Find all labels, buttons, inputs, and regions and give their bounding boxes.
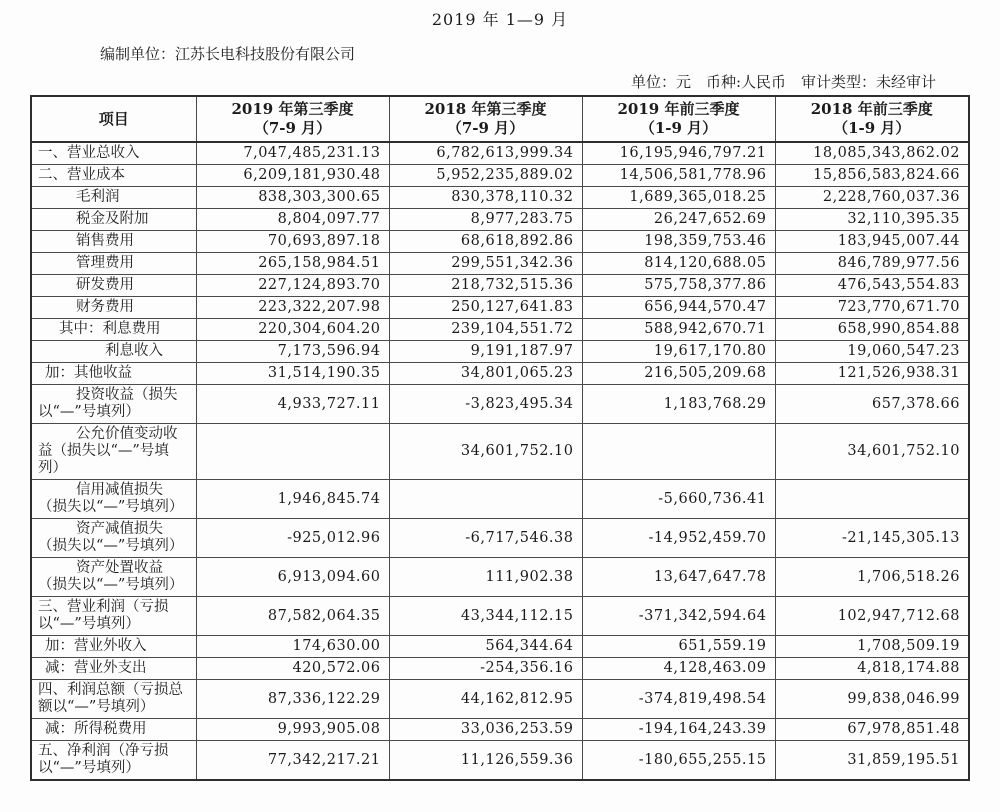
cell-value: 2,228,760,037.36 [775, 187, 969, 209]
row-label: 资产减值损失（损失以“—”号填列） [31, 519, 196, 558]
cell-value: -254,356.16 [389, 658, 582, 680]
cell-value: -374,819,498.54 [582, 680, 775, 719]
table-body [31, 142, 969, 780]
table-row [31, 680, 969, 719]
cell-value: -6,717,546.38 [389, 519, 582, 558]
table-row [31, 319, 969, 341]
table-row [31, 597, 969, 636]
cell-value: 223,322,207.98 [196, 297, 389, 319]
table-row [31, 741, 969, 781]
cell-value: 220,304,604.20 [196, 319, 389, 341]
table-header [31, 96, 969, 142]
column-header-label: 项目 [98, 109, 129, 128]
cell-value: 723,770,671.70 [775, 297, 969, 319]
cell-value: 1,183,768.29 [582, 385, 775, 424]
cell-value: 70,693,897.18 [196, 231, 389, 253]
unit-currency-audit-line: 单位：元 币种:人民币 审计类型：未经审计 [630, 73, 936, 91]
cell-value: 564,344.64 [389, 636, 582, 658]
cell-value [582, 424, 775, 480]
column-header-2 [389, 96, 582, 142]
row-label: 加：其他收益 [31, 363, 196, 385]
cell-value: 1,706,518.26 [775, 558, 969, 597]
row-label: 税金及附加 [31, 209, 196, 231]
table-row [31, 231, 969, 253]
cell-value: 216,505,209.68 [582, 363, 775, 385]
cell-value: 575,758,377.86 [582, 275, 775, 297]
cell-value: 6,782,613,999.34 [389, 142, 582, 165]
cell-value: 6,913,094.60 [196, 558, 389, 597]
cell-value: 67,978,851.48 [775, 719, 969, 741]
cell-value [196, 424, 389, 480]
column-header-label: 2018 年第三季度 [424, 100, 547, 118]
cell-value: 34,601,752.10 [389, 424, 582, 480]
cell-value: 44,162,812.95 [389, 680, 582, 719]
column-header-label: 2018 年前三季度 [810, 100, 933, 118]
cell-value: 11,126,559.36 [389, 741, 582, 781]
row-label: 资产处置收益（损失以“—”号填列） [31, 558, 196, 597]
cell-value: 18,085,343,862.02 [775, 142, 969, 165]
cell-value: 174,630.00 [196, 636, 389, 658]
prepared-by-line: 编制单位：江苏长电科技股份有限公司 [100, 45, 356, 63]
row-label: 减：营业外支出 [31, 658, 196, 680]
cell-value: 5,952,235,889.02 [389, 165, 582, 187]
cell-value: 9,191,187.97 [389, 341, 582, 363]
cell-value: 420,572.06 [196, 658, 389, 680]
table-row [31, 658, 969, 680]
cell-value: 34,801,065.23 [389, 363, 582, 385]
table-row [31, 719, 969, 741]
cell-value: 227,124,893.70 [196, 275, 389, 297]
table-row [31, 253, 969, 275]
cell-value: 4,128,463.09 [582, 658, 775, 680]
table-header-row [31, 96, 969, 142]
column-header-0 [31, 96, 196, 142]
column-header-4 [775, 96, 969, 142]
cell-value: 16,195,946,797.21 [582, 142, 775, 165]
cell-value: 87,336,122.29 [196, 680, 389, 719]
row-label: 财务费用 [31, 297, 196, 319]
cell-value: 9,993,905.08 [196, 719, 389, 741]
row-label: 加：营业外收入 [31, 636, 196, 658]
cell-value: 111,902.38 [389, 558, 582, 597]
income-statement-table [30, 95, 970, 781]
cell-value: 1,708,509.19 [775, 636, 969, 658]
column-header-sublabel: （7-9 月） [446, 119, 525, 137]
row-label: 二、营业成本 [31, 165, 196, 187]
cell-value: 657,378.66 [775, 385, 969, 424]
cell-value: 77,342,217.21 [196, 741, 389, 781]
table-row [31, 480, 969, 519]
table-row [31, 341, 969, 363]
row-label: 减：所得税费用 [31, 719, 196, 741]
table-row [31, 209, 969, 231]
table-row [31, 424, 969, 480]
row-label: 一、营业总收入 [31, 142, 196, 165]
table-row [31, 558, 969, 597]
cell-value: 656,944,570.47 [582, 297, 775, 319]
cell-value: 31,514,190.35 [196, 363, 389, 385]
column-header-sublabel: （1-9 月） [833, 119, 911, 137]
cell-value: 99,838,046.99 [775, 680, 969, 719]
cell-value: 26,247,652.69 [582, 209, 775, 231]
cell-value: 31,859,195.51 [775, 741, 969, 781]
cell-value: 8,804,097.77 [196, 209, 389, 231]
cell-value: 830,378,110.32 [389, 187, 582, 209]
cell-value: 7,047,485,231.13 [196, 142, 389, 165]
cell-value: 4,818,174.88 [775, 658, 969, 680]
cell-value: 32,110,395.35 [775, 209, 969, 231]
cell-value: 476,543,554.83 [775, 275, 969, 297]
cell-value: 33,036,253.59 [389, 719, 582, 741]
column-header-sublabel: （7-9 月） [253, 119, 332, 137]
cell-value: 265,158,984.51 [196, 253, 389, 275]
table-row [31, 297, 969, 319]
row-label: 五、净利润（净亏损以“—”号填列） [31, 741, 196, 781]
column-header-3 [582, 96, 775, 142]
cell-value: 658,990,854.88 [775, 319, 969, 341]
table-row [31, 363, 969, 385]
cell-value: -14,952,459.70 [582, 519, 775, 558]
cell-value: 218,732,515.36 [389, 275, 582, 297]
cell-value: 299,551,342.36 [389, 253, 582, 275]
table-row [31, 385, 969, 424]
cell-value: 19,060,547.23 [775, 341, 969, 363]
cell-value: -180,655,255.15 [582, 741, 775, 781]
row-label: 管理费用 [31, 253, 196, 275]
table-row [31, 142, 969, 165]
row-label: 销售费用 [31, 231, 196, 253]
cell-value: -194,164,243.39 [582, 719, 775, 741]
cell-value [389, 480, 582, 519]
row-label: 其中：利息费用 [31, 319, 196, 341]
column-header-1 [196, 96, 389, 142]
cell-value: 198,359,753.46 [582, 231, 775, 253]
table-row [31, 275, 969, 297]
cell-value: 1,689,365,018.25 [582, 187, 775, 209]
cell-value: 814,120,688.05 [582, 253, 775, 275]
cell-value: 13,647,647.78 [582, 558, 775, 597]
cell-value: 43,344,112.15 [389, 597, 582, 636]
table-row [31, 519, 969, 558]
row-label: 研发费用 [31, 275, 196, 297]
cell-value: 14,506,581,778.96 [582, 165, 775, 187]
cell-value: 183,945,007.44 [775, 231, 969, 253]
cell-value [775, 480, 969, 519]
cell-value: 250,127,641.83 [389, 297, 582, 319]
row-label: 毛利润 [31, 187, 196, 209]
row-label: 四、利润总额（亏损总额以“—”号填列） [31, 680, 196, 719]
cell-value: 87,582,064.35 [196, 597, 389, 636]
column-header-label: 2019 年前三季度 [617, 100, 740, 118]
table-row [31, 165, 969, 187]
cell-value: 588,942,670.71 [582, 319, 775, 341]
row-label: 投资收益（损失以“—”号填列） [31, 385, 196, 424]
cell-value: 68,618,892.86 [389, 231, 582, 253]
cell-value: -5,660,736.41 [582, 480, 775, 519]
cell-value: 102,947,712.68 [775, 597, 969, 636]
row-label: 公允价值变动收益（损失以“—”号填列） [31, 424, 196, 480]
cell-value: 121,526,938.31 [775, 363, 969, 385]
column-header-sublabel: （1-9 月） [639, 119, 718, 137]
cell-value: 846,789,977.56 [775, 253, 969, 275]
report-period-title: 2019 年 1—9 月 [431, 10, 569, 29]
cell-value: 651,559.19 [582, 636, 775, 658]
cell-value: 4,933,727.11 [196, 385, 389, 424]
cell-value: 15,856,583,824.66 [775, 165, 969, 187]
table-row [31, 187, 969, 209]
cell-value: -925,012.96 [196, 519, 389, 558]
row-label: 三、营业利润（亏损以“—”号填列） [31, 597, 196, 636]
cell-value: 8,977,283.75 [389, 209, 582, 231]
cell-value: -371,342,594.64 [582, 597, 775, 636]
row-label: 信用减值损失（损失以“—”号填列） [31, 480, 196, 519]
row-label: 利息收入 [31, 341, 196, 363]
cell-value: -3,823,495.34 [389, 385, 582, 424]
cell-value: 6,209,181,930.48 [196, 165, 389, 187]
cell-value: 1,946,845.74 [196, 480, 389, 519]
table-row [31, 636, 969, 658]
cell-value: 34,601,752.10 [775, 424, 969, 480]
cell-value: 838,303,300.65 [196, 187, 389, 209]
cell-value: 239,104,551.72 [389, 319, 582, 341]
column-header-label: 2019 年第三季度 [231, 100, 354, 118]
cell-value: 19,617,170.80 [582, 341, 775, 363]
cell-value: 7,173,596.94 [196, 341, 389, 363]
cell-value: -21,145,305.13 [775, 519, 969, 558]
